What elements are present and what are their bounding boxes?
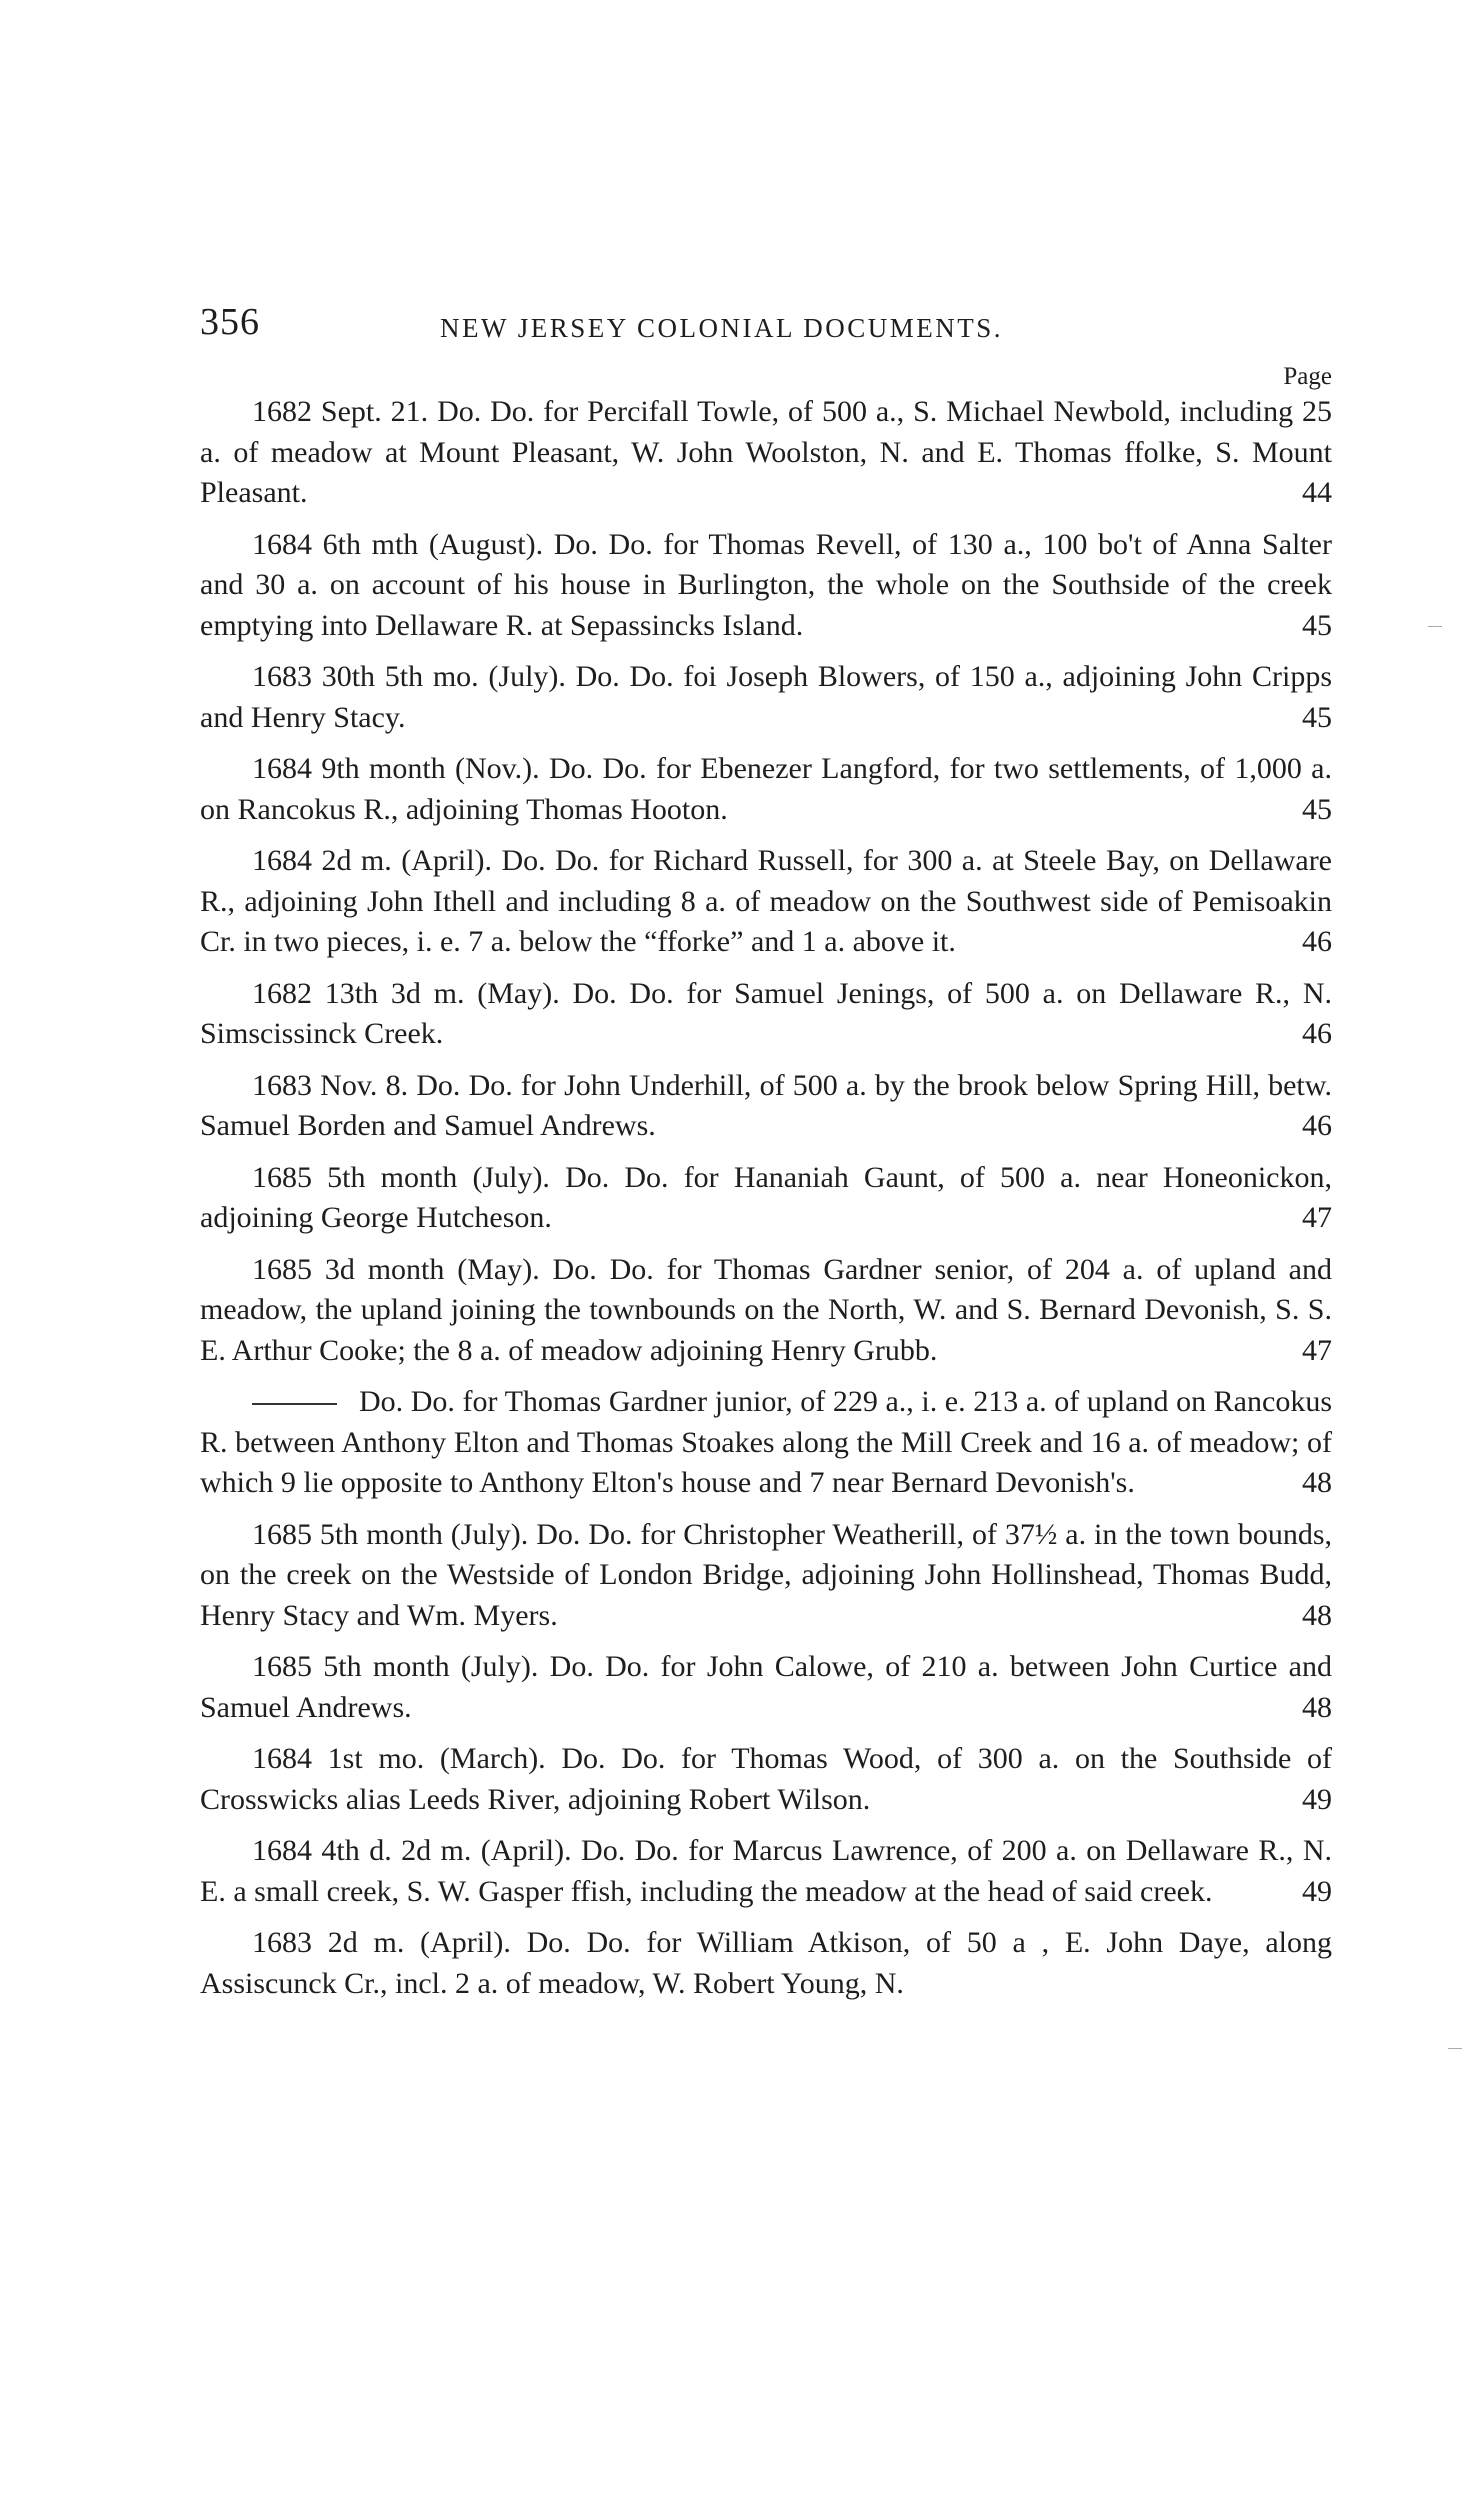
entry: [200, 657, 1332, 738]
entry-text: 1685 5th month (July). Do. Do. for Christopher Weatherill, of 37½ a. in the town bounds, on the creek on the Westside of London Bridge, adjoining John Hollinshead, Thomas Budd, Henry Stacy and Wm. Myers.: [200, 1517, 1332, 1632]
entry-text: 1684 9th month (Nov.). Do. Do. for Ebenezer Langford, for two settlements, of 1,000 a. on Rancokus R., adjoining Thomas Hooton.: [200, 752, 1332, 826]
entry-text: 1684 4th d. 2d m. (April). Do. Do. for Marcus Lawrence, of 200 a. on Dellaware R., N. E. a small creek, S. W. Gasper ffish, including the meadow at the head of said creek.: [200, 1834, 1332, 1908]
entry: [200, 1382, 1332, 1504]
entry-text: 1684 6th mth (August). Do. Do. for Thomas Revell, of 130 a., 100 bo't of Anna Salter and 30 a. on account of his house in Burlington, the whole on the Southside of the creek emptying into Dellaware R. at Sepassincks Island.: [200, 527, 1332, 642]
page-column-label: Page: [1283, 363, 1332, 390]
entry-text: 1682 Sept. 21. Do. Do. for Percifall Towle, of 500 a., S. Michael Newbold, including 25 a. of meadow at Mount Pleasant, W. John Woolston, N. and E. Thomas ffolke, S. Mount Pleasant.: [200, 395, 1332, 509]
entry-text: 1683 Nov. 8. Do. Do. for John Underhill, of 500 a. by the brook below Spring Hill, betw. Samuel Borden and Samuel Andrews.: [200, 1068, 1332, 1142]
entry-page-ref: 47: [1302, 1333, 1332, 1367]
entry-text: 1685 5th month (July). Do. Do. for Hananiah Gaunt, of 500 a. near Honeonickon, adjoining George Hutcheson.: [200, 1160, 1332, 1234]
entry: [200, 1831, 1332, 1912]
entry-page-ref: 46: [1302, 925, 1332, 958]
entry-page-ref: 45: [1302, 700, 1332, 734]
entry-page-ref: 49: [1302, 1874, 1332, 1908]
entry-page-ref: 46: [1302, 1109, 1332, 1142]
entry-text: 1683 30th 5th mo. (July). Do. Do. foi Joseph Blowers, of 150 a., adjoining John Cripps and Henry Stacy.: [200, 660, 1332, 734]
entry-page-ref: 49: [1302, 1782, 1332, 1816]
entry: [200, 392, 1332, 514]
margin-mark: [1448, 2048, 1462, 2049]
entry-text: 1683 2d m. (April). Do. Do. for William Atkison, of 50 a , E. John Daye, along Assiscunck Cr., incl. 2 a. of meadow, W. Robert Young, N.: [200, 1926, 1332, 2000]
entry-page-ref: 48: [1302, 1466, 1332, 1499]
page-header: [200, 300, 1332, 350]
entry-list: [200, 392, 1332, 2004]
entry: [200, 1066, 1332, 1147]
entry-page-ref: 45: [1302, 608, 1332, 642]
entry-text: 1684 2d m. (April). Do. Do. for Richard Russell, for 300 a. at Steele Bay, on Dellaware R., adjoining John Ithell and including 8 a. of meadow on the Southwest side of Pemisoakin Cr. in two pieces, i. e. 7 a. below the “fforke” and 1 a. above it.: [200, 844, 1332, 958]
entry-page-ref: 48: [1302, 1598, 1332, 1632]
ditto-dash: [252, 1403, 337, 1405]
entry-text: Do. Do. for Thomas Gardner junior, of 229 a., i. e. 213 a. of upland on Rancokus R. between Anthony Elton and Thomas Stoakes along the Mill Creek and 16 a. of meadow; of which 9 lie opposite to Anthony Elton's house and 7 near Bernard Devonish's.: [200, 1385, 1332, 1499]
entry-page-ref: 46: [1302, 1017, 1332, 1050]
entry-text: 1685 3d month (May). Do. Do. for Thomas Gardner senior, of 204 a. of upland and meadow, the upland joining the townbounds on the North, W. and S. Bernard Devonish, S. S. E. Arthur Cooke; the 8 a. of meadow adjoining Henry Grubb.: [200, 1252, 1332, 1367]
entry: [200, 1250, 1332, 1372]
entry: [200, 1923, 1332, 2004]
entry-text: 1685 5th month (July). Do. Do. for John Calowe, of 210 a. between John Curtice and Samuel Andrews.: [200, 1650, 1332, 1724]
entry: [200, 1647, 1332, 1728]
entry: [200, 1739, 1332, 1820]
entry: [200, 1515, 1332, 1637]
entry: [200, 1158, 1332, 1239]
document-page: [200, 300, 1332, 2015]
entry-text: 1684 1st mo. (March). Do. Do. for Thomas Wood, of 300 a. on the Southside of Crosswicks alias Leeds River, adjoining Robert Wilson.: [200, 1742, 1332, 1816]
entry-page-ref: 47: [1302, 1201, 1332, 1234]
entry-page-ref: 45: [1302, 792, 1332, 826]
entry-text: 1682 13th 3d m. (May). Do. Do. for Samuel Jenings, of 500 a. on Dellaware R., N. Simscissinck Creek.: [200, 976, 1332, 1050]
margin-mark: [1428, 626, 1442, 627]
entry: [200, 525, 1332, 647]
entry-page-ref: 44: [1302, 476, 1332, 509]
entry: [200, 974, 1332, 1055]
entry: [200, 749, 1332, 830]
entry-page-ref: 48: [1302, 1690, 1332, 1724]
page-number: 356: [200, 301, 260, 343]
running-head: NEW JERSEY COLONIAL DOCUMENTS.: [440, 313, 1003, 343]
entry: [200, 841, 1332, 963]
